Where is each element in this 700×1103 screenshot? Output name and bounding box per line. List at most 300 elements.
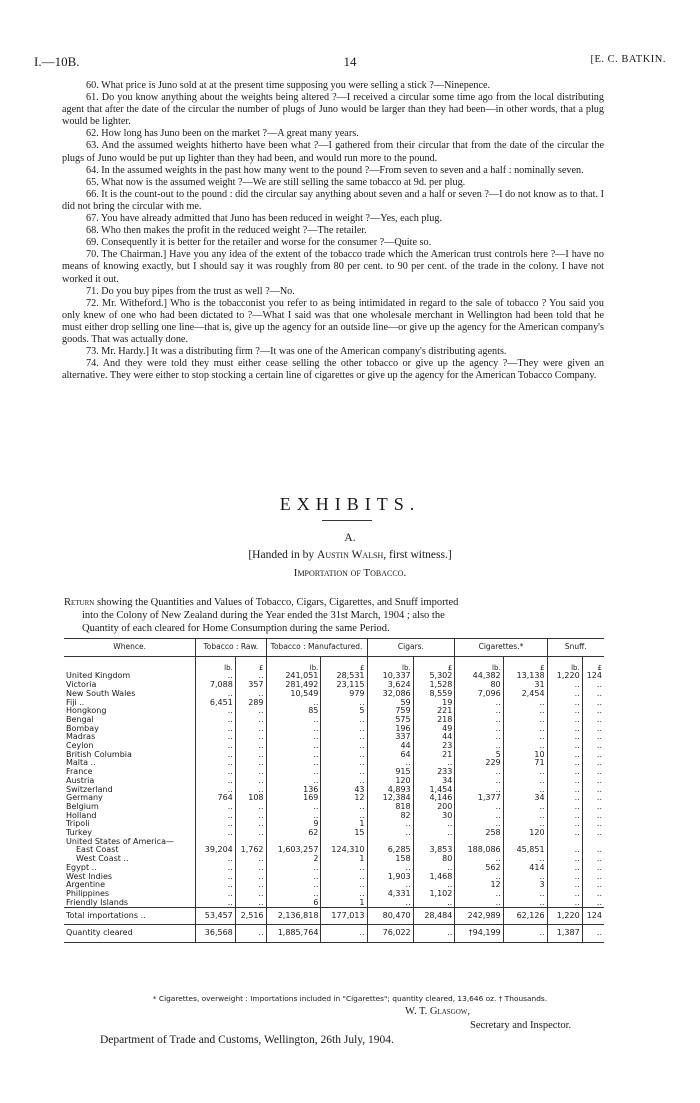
value-cell: 1,454 xyxy=(413,786,455,795)
value-cell: .. xyxy=(547,725,582,734)
country-name: Fiji .. xyxy=(66,697,85,707)
value-cell: 2,454 xyxy=(503,690,547,699)
value-cell: 32,086 xyxy=(367,690,413,699)
value-cell: .. xyxy=(503,707,547,716)
value-cell: 241,051 xyxy=(266,672,321,681)
header-tobacco-raw: Tobacco : Raw. xyxy=(196,639,266,657)
country-name: East Coast xyxy=(76,845,119,855)
value-cell: .. xyxy=(235,742,266,751)
value-cell: 200 xyxy=(413,803,455,812)
value-cell: .. xyxy=(235,873,266,882)
value-cell: 1,468 xyxy=(413,873,455,882)
value-cell: .. xyxy=(321,751,367,760)
value-cell: 6,451 xyxy=(196,699,236,708)
value-cell: 3,624 xyxy=(367,681,413,690)
value-cell: 1,885,764 xyxy=(266,925,321,943)
value-cell: .. xyxy=(196,899,236,908)
country-name: Turkey xyxy=(66,828,93,838)
table-row xyxy=(64,812,604,821)
value-cell: 31 xyxy=(503,681,547,690)
value-cell: .. xyxy=(413,759,455,768)
value-cell: .. xyxy=(196,777,236,786)
value-cell: .. xyxy=(266,873,321,882)
value-cell: 5 xyxy=(321,707,367,716)
testimony-paragraph: 61. Do you know anything about the weights being altered ?—I received a circular some time ago from the local distributing agent that after the date of the circular the number of plugs of Juno would be larger than they had been—in other words, that a plug would be lighter. xyxy=(62,92,604,128)
value-cell: .. xyxy=(266,725,321,734)
unit-cell: lb. xyxy=(455,656,503,672)
value-cell: .. xyxy=(196,890,236,899)
value-cell: .. xyxy=(596,871,602,881)
table-row xyxy=(64,777,604,786)
value-cell: 124,310 xyxy=(321,846,367,855)
testimony-paragraph: 71. Do you buy pipes from the trust as well ?—No. xyxy=(86,285,295,297)
value-cell: .. xyxy=(503,733,547,742)
value-cell: .. xyxy=(413,925,455,943)
value-cell: .. xyxy=(266,812,321,821)
value-cell: .. xyxy=(413,864,455,873)
value-cell: 759 xyxy=(367,707,413,716)
unit-cell: lb. xyxy=(367,656,413,672)
value-cell: .. xyxy=(196,803,236,812)
value-cell: .. xyxy=(235,690,266,699)
country-cell xyxy=(64,925,196,943)
value-cell: 281,492 xyxy=(266,681,321,690)
value-cell: .. xyxy=(547,890,582,899)
testimony-paragraph: 72. Mr. Witheford.] Who is the tobacconist you refer to as being intimidated in regard to the sale of tobacco ? You said you only knew of one who had been dictated to ?—What I said was that one wholesale merchant in Wellington had been told that he must either drop selling one line—that is, give up the agency for an outside line—or give up the agency for the American company's goods. That was actually done. xyxy=(62,297,604,345)
paper-number: I.—10B. xyxy=(34,54,80,69)
value-cell: 53,457 xyxy=(196,908,236,925)
value-cell: 82 xyxy=(367,812,413,821)
country-name: Quantity cleared xyxy=(66,928,133,938)
header-whence: Whence. xyxy=(64,639,196,657)
value-cell: .. xyxy=(196,733,236,742)
country-name: Tripoli xyxy=(66,819,90,829)
return-word: Return xyxy=(64,597,95,608)
value-cell: .. xyxy=(455,699,503,708)
page-header xyxy=(34,54,666,70)
value-cell: .. xyxy=(413,899,455,908)
value-cell: .. xyxy=(235,707,266,716)
value-cell: .. xyxy=(321,864,367,873)
table-row xyxy=(64,846,604,855)
country-name: Austria xyxy=(66,775,95,785)
value-cell: 34 xyxy=(413,777,455,786)
testimony-paragraph: 70. The Chairman.] Have you any idea of the extent of the tobacco trade which the American trust controls here ?—I have no means of knowing exactly, but I should say it was roughly from 80 per cent. to 90 per cent. of the trade in the colony. I have not worked it out. xyxy=(62,249,604,285)
value-cell: .. xyxy=(547,759,582,768)
value-cell: .. xyxy=(266,768,321,777)
value-cell: .. xyxy=(266,864,321,873)
table-row xyxy=(64,864,604,873)
value-cell: .. xyxy=(547,794,582,803)
value-cell: 80 xyxy=(413,855,455,864)
value-cell: 64 xyxy=(367,751,413,760)
value-cell: .. xyxy=(235,812,266,821)
value-cell: 4,893 xyxy=(367,786,413,795)
table-row xyxy=(64,690,604,699)
table-row xyxy=(64,890,604,899)
value-cell: .. xyxy=(596,854,602,864)
value-cell: .. xyxy=(321,925,367,943)
value-cell: 28,531 xyxy=(321,672,367,681)
testimony-paragraph: 69. Consequently it is better for the retailer and worse for the consumer ?—Quite so. xyxy=(86,237,432,249)
value-cell: .. xyxy=(547,777,582,786)
value-cell: 1,762 xyxy=(235,846,266,855)
value-cell: 30 xyxy=(413,812,455,821)
value-cell: .. xyxy=(596,723,602,733)
value-cell: 124 xyxy=(586,671,602,681)
value-cell: .. xyxy=(547,742,582,751)
value-cell: 1,387 xyxy=(547,925,582,943)
value-cell: 2,516 xyxy=(235,908,266,925)
value-cell: 44,382 xyxy=(455,672,503,681)
value-cell: .. xyxy=(235,925,266,943)
value-cell: .. xyxy=(367,759,413,768)
value-cell: 7,088 xyxy=(196,681,236,690)
value-cell: 562 xyxy=(455,864,503,873)
value-cell: .. xyxy=(503,777,547,786)
return-description xyxy=(64,596,604,635)
value-cell: .. xyxy=(547,786,582,795)
value-cell: .. xyxy=(266,751,321,760)
value-cell: .. xyxy=(455,716,503,725)
value-cell: .. xyxy=(547,864,582,873)
table-footnote: * Cigarettes, overweight : Importations included in "Cigarettes"; quantity cleared, 13,646 oz. † Thousands. xyxy=(152,994,548,1003)
value-cell: 1,377 xyxy=(455,794,503,803)
value-cell: 233 xyxy=(413,768,455,777)
value-cell: 177,013 xyxy=(321,908,367,925)
value-cell: .. xyxy=(321,803,367,812)
value-cell: .. xyxy=(503,725,547,734)
value-cell: .. xyxy=(367,899,413,908)
unit-cell: £ xyxy=(235,656,266,672)
value-cell: .. xyxy=(196,725,236,734)
value-cell: .. xyxy=(547,716,582,725)
value-cell: 6,285 xyxy=(367,846,413,855)
country-name: France xyxy=(66,767,93,777)
value-cell: .. xyxy=(596,741,602,751)
value-cell: .. xyxy=(596,714,602,724)
value-cell: 13,138 xyxy=(503,672,547,681)
value-cell: 229 xyxy=(455,759,503,768)
country-name: Germany xyxy=(66,793,103,803)
value-cell: 49 xyxy=(413,725,455,734)
value-cell: †94,199 xyxy=(455,925,503,943)
value-cell: .. xyxy=(503,899,547,908)
country-name: Ceylon xyxy=(66,741,94,751)
value-cell: .. xyxy=(582,925,604,943)
table-row xyxy=(64,820,604,829)
value-cell: .. xyxy=(196,716,236,725)
heading-rule xyxy=(322,520,372,521)
table-header-row xyxy=(64,639,604,657)
testimony-paragraph: 63. And the assumed weights hitherto have been what ?—I gathered from their circular that from the date of the circular the plugs of Juno would be put up lighter than they had been, and would run more to the pound. xyxy=(62,140,604,164)
value-cell: .. xyxy=(596,819,602,829)
value-cell: .. xyxy=(455,820,503,829)
unit-cell: £ xyxy=(413,656,455,672)
value-cell: 43 xyxy=(321,786,367,795)
value-cell: .. xyxy=(266,699,321,708)
value-cell: .. xyxy=(503,925,547,943)
value-cell: 62 xyxy=(266,829,321,838)
value-cell: .. xyxy=(235,733,266,742)
value-cell: .. xyxy=(503,716,547,725)
value-cell: .. xyxy=(547,846,582,855)
country-name: Egypt .. xyxy=(66,862,97,872)
value-cell: 169 xyxy=(266,794,321,803)
country-name: United Kingdom xyxy=(66,671,131,681)
value-cell: 979 xyxy=(321,690,367,699)
value-cell: .. xyxy=(596,775,602,785)
table-row xyxy=(64,733,604,742)
table-body xyxy=(64,656,604,942)
return-line-3: Quantity of each cleared for Home Consumption during the same Period. xyxy=(82,623,390,634)
value-cell: 258 xyxy=(455,829,503,838)
value-cell: 19 xyxy=(413,699,455,708)
value-cell: 2,136,818 xyxy=(266,908,321,925)
value-cell: 1 xyxy=(321,820,367,829)
value-cell: .. xyxy=(455,803,503,812)
country-name: Bengal xyxy=(66,714,94,724)
unit-cell: £ xyxy=(503,656,547,672)
value-cell: 23,115 xyxy=(321,681,367,690)
value-cell: .. xyxy=(321,777,367,786)
value-cell: .. xyxy=(596,880,602,890)
value-cell: 337 xyxy=(367,733,413,742)
value-cell: .. xyxy=(235,751,266,760)
value-cell: .. xyxy=(321,699,367,708)
value-cell: .. xyxy=(196,707,236,716)
value-cell: .. xyxy=(266,733,321,742)
value-cell: .. xyxy=(455,768,503,777)
value-cell: .. xyxy=(547,699,582,708)
value-cell: 1 xyxy=(321,899,367,908)
value-cell: .. xyxy=(455,707,503,716)
country-name: Belgium xyxy=(66,801,99,811)
cleared-row xyxy=(64,925,604,943)
value-cell: .. xyxy=(235,855,266,864)
unit-cell: lb. xyxy=(196,656,236,672)
value-cell: 62,126 xyxy=(503,908,547,925)
country-name: Philippines xyxy=(66,888,110,898)
value-cell: .. xyxy=(266,742,321,751)
value-cell: .. xyxy=(235,864,266,873)
value-cell: 10 xyxy=(503,751,547,760)
value-cell: .. xyxy=(503,803,547,812)
value-cell: .. xyxy=(321,881,367,890)
testimony-text xyxy=(62,80,604,382)
value-cell: 764 xyxy=(196,794,236,803)
value-cell: .. xyxy=(196,672,236,681)
value-cell: 1 xyxy=(321,855,367,864)
value-cell: .. xyxy=(266,716,321,725)
value-cell: 71 xyxy=(503,759,547,768)
value-cell: .. xyxy=(235,777,266,786)
value-cell: .. xyxy=(503,768,547,777)
value-cell: 120 xyxy=(367,777,413,786)
total-row xyxy=(64,908,604,925)
value-cell: .. xyxy=(196,690,236,699)
value-cell: 158 xyxy=(367,855,413,864)
table-row xyxy=(64,794,604,803)
value-cell: .. xyxy=(596,688,602,698)
header-snuff: Snuff. xyxy=(547,639,604,657)
value-cell: .. xyxy=(321,768,367,777)
value-cell: .. xyxy=(503,742,547,751)
value-cell: .. xyxy=(367,829,413,838)
value-cell: .. xyxy=(321,716,367,725)
value-cell: 44 xyxy=(367,742,413,751)
table-row xyxy=(64,725,604,734)
value-cell: .. xyxy=(547,873,582,882)
value-cell: .. xyxy=(196,864,236,873)
testimony-paragraph: 73. Mr. Hardy.] It was a distributing firm ?—It was one of the American company's distributing agents. xyxy=(86,346,507,358)
value-cell: .. xyxy=(503,812,547,821)
value-cell: 39,204 xyxy=(196,846,236,855)
importation-table xyxy=(64,638,604,943)
value-cell: .. xyxy=(235,716,266,725)
value-cell: .. xyxy=(596,680,602,690)
value-cell: 120 xyxy=(503,829,547,838)
value-cell: .. xyxy=(196,768,236,777)
country-name: Madras xyxy=(66,732,96,742)
value-cell: 12,384 xyxy=(367,794,413,803)
country-name: Total importations .. xyxy=(66,911,146,921)
value-cell: 85 xyxy=(266,707,321,716)
exhibit-letter: A. xyxy=(344,532,356,544)
country-name: Holland xyxy=(66,810,97,820)
value-cell: .. xyxy=(596,793,602,803)
value-cell: 36,568 xyxy=(196,925,236,943)
return-line-2: into the Colony of New Zealand during the Year ended the 31st March, 1904 ; also the xyxy=(82,610,445,621)
country-name: Hongkong xyxy=(66,706,107,716)
value-cell: .. xyxy=(503,820,547,829)
value-cell: 3,853 xyxy=(413,846,455,855)
value-cell: .. xyxy=(413,820,455,829)
value-cell: .. xyxy=(596,828,602,838)
value-cell: .. xyxy=(196,786,236,795)
header-cigars: Cigars. xyxy=(367,639,455,657)
value-cell: .. xyxy=(455,899,503,908)
value-cell: 3 xyxy=(503,881,547,890)
value-cell: 9 xyxy=(266,820,321,829)
table-row xyxy=(64,699,604,708)
value-cell: 12 xyxy=(321,794,367,803)
department-line: Department of Trade and Customs, Wellington, 26th July, 1904. xyxy=(100,1034,394,1046)
value-cell: .. xyxy=(266,777,321,786)
value-cell: .. xyxy=(596,706,602,716)
units-spacer xyxy=(64,656,196,672)
value-cell: .. xyxy=(503,786,547,795)
country-name: West Coast .. xyxy=(76,854,129,864)
header-tobacco-manufactured: Tobacco : Manufactured. xyxy=(266,639,367,657)
exhibit-subtitle: Importation of Tobacco. xyxy=(293,567,407,579)
country-name: New South Wales xyxy=(66,688,136,698)
table-row xyxy=(64,751,604,760)
value-cell: .. xyxy=(266,803,321,812)
value-cell: .. xyxy=(196,812,236,821)
value-cell: 1,903 xyxy=(367,873,413,882)
testimony-paragraph: 74. And they were told they must either cease selling the other tobacco or give up the agency ?—They were given an alternative. They were either to stop stocking a certain line of cigarettes or give up the agency for the American Tobacco Company. xyxy=(62,358,604,382)
value-cell: 1,220 xyxy=(547,908,582,925)
value-cell: .. xyxy=(596,697,602,707)
value-cell: .. xyxy=(266,890,321,899)
value-cell: .. xyxy=(196,873,236,882)
value-cell: .. xyxy=(596,810,602,820)
value-cell: .. xyxy=(196,855,236,864)
value-cell: 1,603,257 xyxy=(266,846,321,855)
value-cell: 108 xyxy=(235,794,266,803)
value-cell: .. xyxy=(455,812,503,821)
value-cell: .. xyxy=(321,725,367,734)
header-cigarettes: Cigarettes.* xyxy=(455,639,547,657)
testimony-paragraph: 66. It is the count-out to the pound : did the circular say anything about seven and a half or seven ?—I do not know as to that. I did not bring the circular with me. xyxy=(62,188,604,212)
value-cell: .. xyxy=(455,873,503,882)
value-cell: .. xyxy=(455,777,503,786)
value-cell: .. xyxy=(235,759,266,768)
unit-cell: £ xyxy=(597,663,602,672)
value-cell: 2 xyxy=(266,855,321,864)
value-cell: .. xyxy=(596,862,602,872)
value-cell: 8,559 xyxy=(413,690,455,699)
return-line-1: showing the Quantities and Values of Tobacco, Cigars, Cigarettes, and Snuff imported xyxy=(94,597,459,608)
value-cell: .. xyxy=(196,742,236,751)
value-cell: 4,331 xyxy=(367,890,413,899)
value-cell: 5,302 xyxy=(413,672,455,681)
value-cell: 1,528 xyxy=(413,681,455,690)
value-cell: .. xyxy=(235,672,266,681)
value-cell: 12 xyxy=(455,881,503,890)
value-cell: .. xyxy=(503,699,547,708)
value-cell: 915 xyxy=(367,768,413,777)
value-cell: .. xyxy=(367,881,413,890)
exhibits-heading: EXHIBITS. xyxy=(279,494,421,514)
value-cell: 10,337 xyxy=(367,672,413,681)
value-cell: .. xyxy=(547,681,582,690)
handed-in-note: [Handed in by Austin Walsh, first witness.] xyxy=(248,549,452,561)
value-cell: 124 xyxy=(582,908,604,925)
value-cell: 21 xyxy=(413,751,455,760)
value-cell: .. xyxy=(235,786,266,795)
country-cell xyxy=(64,908,196,925)
value-cell: .. xyxy=(503,855,547,864)
value-cell: .. xyxy=(367,864,413,873)
value-cell: .. xyxy=(321,759,367,768)
value-cell: .. xyxy=(235,803,266,812)
table-row xyxy=(64,672,604,681)
testimony-paragraph: 62. How long has Juno been on the market ?—A great many years. xyxy=(86,128,359,140)
value-cell: .. xyxy=(547,855,582,864)
signatory-title: Secretary and Inspector. xyxy=(470,1020,572,1031)
value-cell: 188,086 xyxy=(455,846,503,855)
value-cell: 196 xyxy=(367,725,413,734)
unit-cell: lb. xyxy=(266,656,321,672)
value-cell: 15 xyxy=(321,829,367,838)
country-name: United States of America— xyxy=(66,836,174,846)
value-cell: 5 xyxy=(455,751,503,760)
value-cell: .. xyxy=(235,725,266,734)
value-cell: .. xyxy=(455,890,503,899)
value-cell: 80,470 xyxy=(367,908,413,925)
value-cell: 289 xyxy=(235,699,266,708)
value-cell: .. xyxy=(547,829,582,838)
table-row xyxy=(64,873,604,882)
value-cell: .. xyxy=(266,881,321,890)
page-number: 14 xyxy=(343,54,357,69)
value-cell: .. xyxy=(596,888,602,898)
value-cell: .. xyxy=(196,751,236,760)
value-cell: .. xyxy=(547,881,582,890)
country-name: Victoria xyxy=(66,680,97,690)
